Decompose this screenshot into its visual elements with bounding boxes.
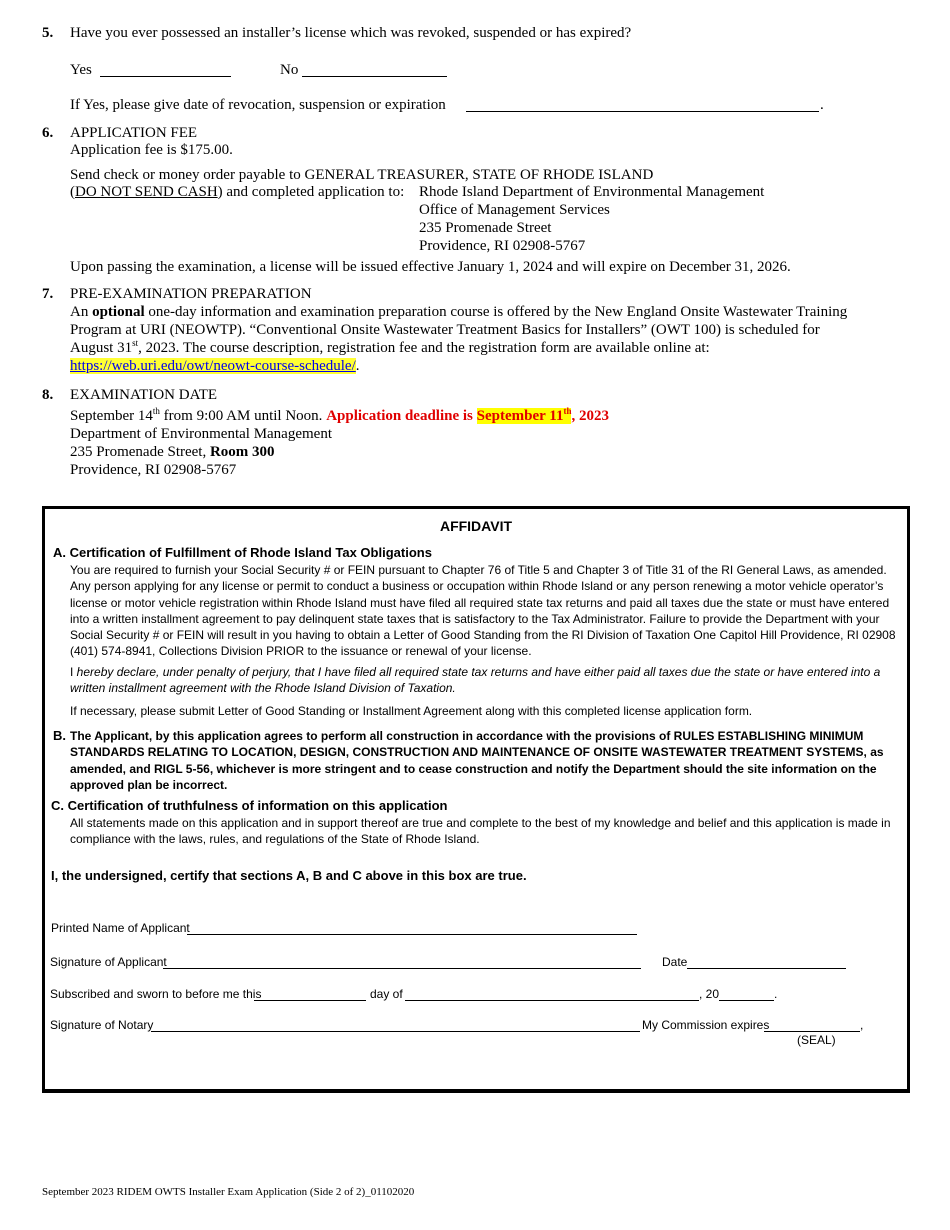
- q5-yes-field[interactable]: [100, 62, 231, 77]
- sworn-year-prefix: , 20: [699, 987, 720, 1001]
- q8-title: EXAMINATION DATE: [70, 387, 218, 403]
- sworn-period: .: [774, 987, 778, 1001]
- notary-label: Signature of Notary: [50, 1018, 154, 1032]
- commission-expires-field[interactable]: [764, 1018, 860, 1032]
- sworn-month-field[interactable]: [405, 987, 699, 1001]
- q6-send-line2: (DO NOT SEND CASH) and completed application to:: [70, 184, 405, 200]
- q6-title: APPLICATION FEE: [70, 125, 198, 141]
- date-field[interactable]: [687, 955, 846, 969]
- q5-no-field[interactable]: [302, 62, 447, 77]
- sworn-day-of-label: day of: [370, 987, 403, 1001]
- section-a-note: If necessary, please submit Letter of Good Standing or Installment Agreement along with this completed license application form.: [70, 704, 753, 718]
- q5-no-label: No: [280, 62, 299, 78]
- commission-label: My Commission expires: [642, 1018, 770, 1032]
- section-b-body: The Applicant, by this application agrees to perform all construction in accordance with the provisions of RULES ESTABLISHING MINIMUM STANDARDS RELATING TO LOCATION, DESIGN, CONSTRUCTION AND MAINTENANCE OF ONSITE WASTEWATER TREATMENT SYSTEMS, as amended, and RIGL 5-56, whichever is more stringent and to cease construction and notify the Department should the site information on the approved plan be incorrect.: [70, 729, 884, 792]
- q7-number: 7.: [42, 286, 54, 302]
- signature-label: Signature of Applicant: [50, 955, 167, 969]
- certify-statement: I, the undersigned, certify that sections A, B and C above in this box are true.: [51, 868, 527, 883]
- sworn-label: Subscribed and sworn to before me this: [50, 987, 262, 1001]
- address-line-3: 235 Promenade Street: [419, 220, 552, 236]
- q5-period: .: [820, 97, 824, 113]
- q8-number: 8.: [42, 387, 54, 403]
- q7-line1: An optional one-day information and examination preparation course is offered by the New England Onsite Wastewater Training: [70, 304, 848, 320]
- address-line-1: Rhode Island Department of Environmental Management: [419, 184, 765, 200]
- q5-yes-label: Yes: [70, 62, 92, 78]
- q5-expiration-date-field[interactable]: [466, 97, 819, 112]
- q6-send-line1: Send check or money order payable to GENERAL TREASURER, STATE OF RHODE ISLAND: [70, 167, 654, 183]
- q5-number: 5.: [42, 25, 54, 41]
- q6-fee: Application fee is $175.00.: [70, 142, 233, 158]
- commission-comma: ,: [860, 1018, 864, 1032]
- q5-if-yes-label: If Yes, please give date of revocation, suspension or expiration: [70, 97, 446, 113]
- license-note: Upon passing the examination, a license will be issued effective January 1, 2024 and will expire on December 31, 2026.: [70, 259, 791, 275]
- printed-name-label: Printed Name of Applicant: [51, 921, 190, 935]
- section-c-heading: C. Certification of truthfulness of information on this application: [51, 798, 448, 813]
- page-footer: September 2023 RIDEM OWTS Installer Exam Application (Side 2 of 2)_01102020: [42, 1186, 415, 1198]
- date-label: Date: [662, 955, 688, 969]
- notary-signature-field[interactable]: [151, 1018, 640, 1032]
- q7-line3: August 31st, 2023. The course description, registration fee and the registration form are available online at:: [70, 338, 710, 356]
- section-a-heading: A. Certification of Fulfillment of Rhode Island Tax Obligations: [53, 545, 432, 560]
- exam-date-line: September 14th from 9:00 AM until Noon. Application deadline is September 11th, 2023: [70, 406, 609, 424]
- section-a-body: You are required to furnish your Social Security # or FEIN pursuant to Chapter 76 of Title 5 and Chapter 3 of Title 31 of the RI General Laws, as amended. Any person applying for any license or permit to conduct a business or occupation within Rhode Island or any person renewing a motor vehicle operator’s license or motor vehicle registration within Rhode Island must have filed all required state tax returns and paid all taxes due the state or must have entered into a written installment agreement to pay delinquent state taxes that is satisfactory to the Tax Administrator. Failure to provide the Department with your Social Security # or FEIN will result in you having to obtain a Letter of Good Standing from the RI Division of Taxation One Capitol Hill Providence, RI 02908 (401) 574-8941, Collections Division PRIOR to the issuance or renewal of your license.: [70, 563, 896, 659]
- q6-number: 6.: [42, 125, 54, 141]
- exam-street: 235 Promenade Street, Room 300: [70, 444, 275, 460]
- no-cash-warning: DO NOT SEND CASH: [75, 184, 218, 200]
- affidavit-title: AFFIDAVIT: [439, 518, 513, 534]
- q7-title: PRE-EXAMINATION PREPARATION: [70, 286, 312, 302]
- q7-link-line: https://web.uri.edu/owt/neowt-course-schedule/.: [70, 358, 360, 374]
- signature-field[interactable]: [163, 955, 641, 969]
- course-schedule-link[interactable]: https://web.uri.edu/owt/neowt-course-schedule/: [70, 358, 356, 374]
- application-deadline: Application deadline is September 11th, 2023: [326, 406, 609, 424]
- address-line-4: Providence, RI 02908-5767: [419, 238, 586, 254]
- sworn-day-field[interactable]: [254, 987, 366, 1001]
- affidavit-box: [42, 506, 910, 1093]
- address-line-2: Office of Management Services: [419, 202, 610, 218]
- section-c-body: All statements made on this application and in support thereof are true and complete to the best of my knowledge and belief and this application is made in compliance with the laws, rules, and regulations of the State of Rhode Island.: [70, 816, 891, 847]
- printed-name-field[interactable]: [187, 921, 637, 935]
- exam-dept: Department of Environmental Management: [70, 426, 332, 442]
- section-b-label: B.: [53, 728, 66, 743]
- q7-line2: Program at URI (NEOWTP). “Conventional Onsite Wastewater Treatment Basics for Installers” (OWT 100) is scheduled for: [70, 322, 820, 338]
- seal-label: (SEAL): [797, 1033, 836, 1047]
- exam-city: Providence, RI 02908-5767: [70, 462, 237, 478]
- sworn-year-field[interactable]: [719, 987, 774, 1001]
- q5-question: Have you ever possessed an installer’s license which was revoked, suspended or has expired?: [70, 25, 632, 41]
- section-a-declaration: I hereby declare, under penalty of perjury, that I have filed all required state tax returns and have either paid all taxes due the state or have entered into a written installment agreement with the Rhode Island Division of Taxation.: [70, 665, 881, 696]
